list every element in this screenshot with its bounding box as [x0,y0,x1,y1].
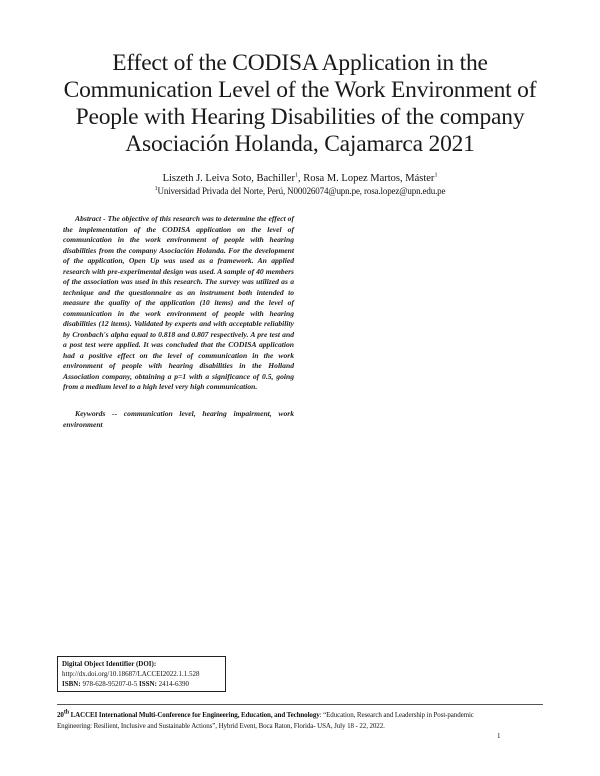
affiliation-mark: 1 [154,186,158,192]
doi-label: Digital Object Identifier (DOI): [62,660,157,668]
title-line-4: Asociación Holanda, Cajamarca 2021 [125,131,475,157]
footer-line-2: Engineering: Resilient, Inclusive and Sustainable Actions”, Hybrid Event, Boca Raton, Florida- USA, July 18 - 22, 2022. [57,721,385,730]
conference-number: 20 [57,711,64,719]
isbn-value: 978-628-95207-0-5 [80,680,140,688]
footer-divider [57,704,543,705]
title-line-2: Communication Level of the Work Environment of [63,77,537,103]
footer-line-1 [57,710,543,721]
conference-footer [57,710,543,731]
author-1-affiliation-mark: 1 [294,172,298,179]
issn-value: 2414-6390 [156,680,190,688]
conference-theme-1: : “Education, Research and Leadership in Post-pandemic [319,711,474,719]
author-2: Rosa M. Lopez Martos, Máster [303,173,435,184]
doi-box [57,656,226,692]
paper-title [40,50,560,158]
author-list [60,172,540,185]
abstract-paragraph: Abstract - The objective of this research was to determine the effect of the implementation of the CODISA application on the level of communication in the work environment of people with hearing disabilities from the company Asociación Holanda. For the development of the application, Open Up was used as a framework. An applied research with pre-experimental design was used. A sample of 40 members of the association was used in this research. The survey was utilized as a technique and the questionnaire as an instrument both intended to measure the quality of the application (10 items) and the level of communication in the work environment of people with hearing disabilities (12 items). Validated by experts and with acceptable reliability by Cronbach's alpha equal to 0.818 and 0.807 respectively. A pre test and a post test were applied. It was concluded that the CODISA application had a positive effect on the level of communication in the work environment of people with hearing disabilities in the Holland Association company, obtaining a p=1 with a significance of 0.5, going from a medium level to a high level very high communication. [63,214,294,391]
title-line-3: People with Hearing Disabilities of the company [75,104,525,130]
page-number: 1 [497,732,501,740]
author-2-affiliation-mark: 1 [434,172,438,179]
isbn-issn-line [62,679,221,689]
isbn-label: ISBN: [62,680,81,688]
conference-ordinal: th [63,709,69,716]
conference-name: LACCEI International Multi-Conference for Engineering, Education, and Technology [68,711,320,719]
issn-label: ISSN: [139,680,157,688]
affiliation [40,186,560,197]
author-1: Liszeth J. Leiva Soto, Bachiller [162,173,295,184]
affiliation-text: Universidad Privada del Norte, Perú, N00026074@upn.pe, rosa.lopez@upn.edu.pe [157,186,446,196]
author-separator: , [297,173,304,184]
doi-link[interactable]: http://dx.doi.org/10.18687/LACCEI2022.1.1.528 [62,670,200,678]
title-line-1: Effect of the CODISA Application in the [112,50,488,76]
keywords-paragraph: Keywords -- communication level, hearing impairment, work environment [63,409,294,429]
